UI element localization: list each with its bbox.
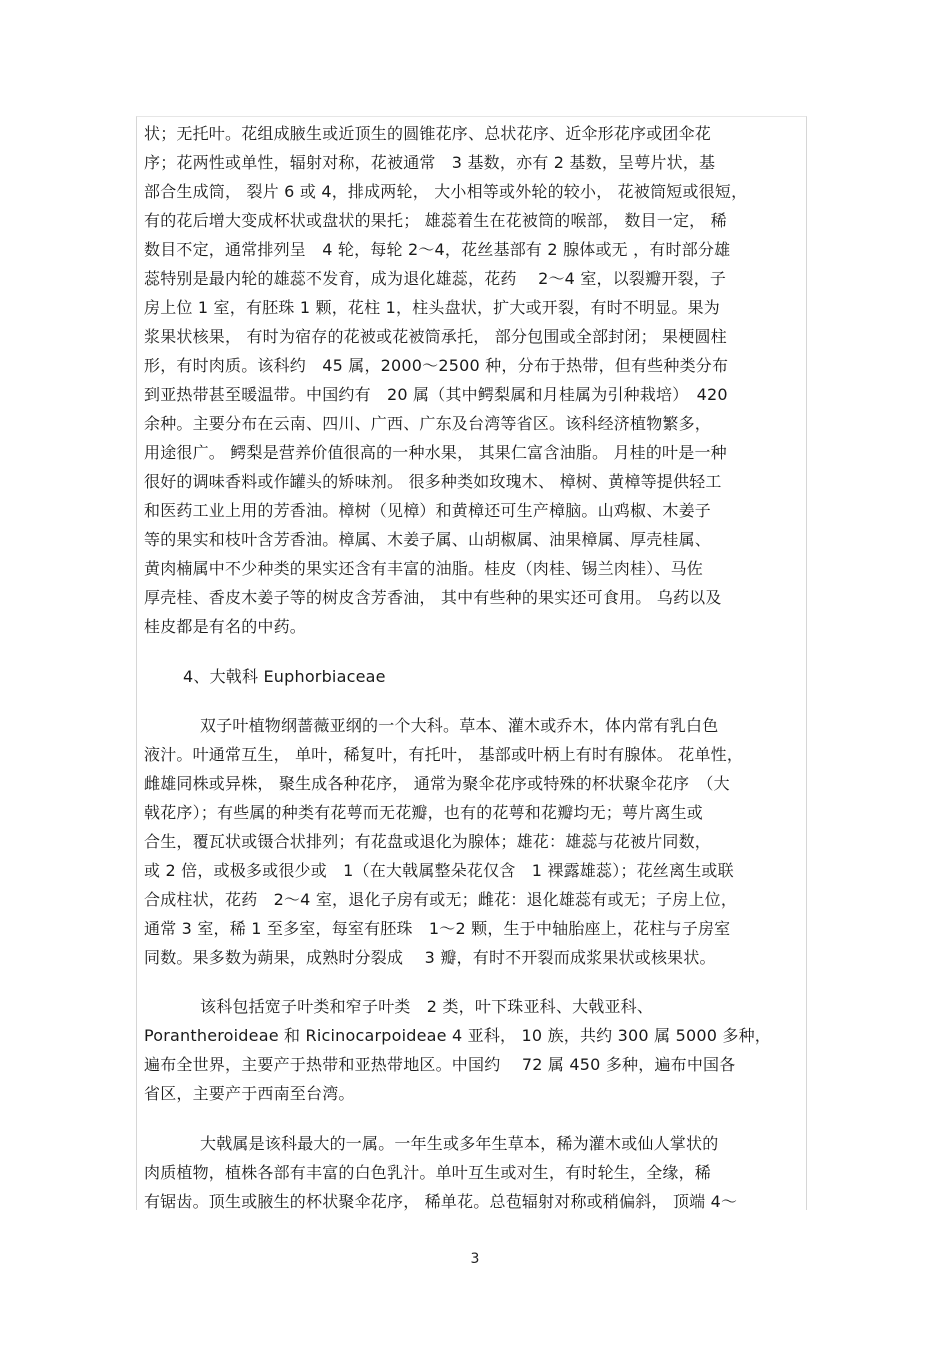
text-line: 同数。果多数为蒴果，成熟时分裂成 3 瓣，有时不开裂而成浆果状或核果状。 [144, 948, 716, 967]
text-line: 序；花两性或单性，辐射对称，花被通常 3 基数，亦有 2 基数，呈萼片状，基 [144, 153, 716, 172]
text-line: 等的果实和枝叶含芳香油。樟属、木姜子属、山胡椒属、油果樟属、厚壳桂属、 [144, 530, 712, 549]
page-number: 3 [470, 1251, 480, 1267]
text-line: 该科包括宽子叶类和窄子叶类 2 类，叶下珠亚科、大戟亚科、 [200, 997, 654, 1016]
text-line: 合成柱状，花药 2～4 室，退化子房有或无；雌花：退化雄蕊有或无；子房上位， [144, 890, 738, 909]
text-line: 厚壳桂、香皮木姜子等的树皮含芳香油， 其中有些种的果实还可食用。 乌药以及 [144, 588, 722, 607]
text-line: 大戟属是该科最大的一属。一年生或多年生草本，稀为灌木或仙人掌状的 [200, 1134, 719, 1153]
text-line: 部合生成筒， 裂片 6 或 4，排成两轮， 大小相等或外轮的较小， 花被筒短或很短， [144, 182, 748, 201]
text-line: 有锯齿。顶生或腋生的杯状聚伞花序， 稀单花。总苞辐射对称或稍偏斜， 顶端 4～ [144, 1192, 738, 1211]
text-line: 形，有时肉质。该科约 45 属，2000～2500 种，分布于热带，但有些种类分布 [144, 356, 729, 375]
text-line: 桂皮都是有名的中药。 [144, 617, 307, 636]
text-line: 遍布全世界，主要产于热带和亚热带地区。中国约 72 属 450 多种，遍布中国各 [144, 1055, 736, 1074]
text-line: 用途很广。 鳄梨是营养价值很高的一种水果， 其果仁富含油脂。 月桂的叶是一种 [144, 443, 727, 462]
text-line: 雌雄同株或异株， 聚生成各种花序， 通常为聚伞花序或特殊的杯状聚伞花序 （大 [144, 774, 730, 793]
text-line: 省区，主要产于西南至台湾。 [144, 1084, 355, 1103]
text-line: 和医药工业上用的芳香油。樟树（见樟）和黄樟还可生产樟脑。山鸡椒、木姜子 [144, 501, 712, 520]
text-line: 很好的调味香料或作罐头的矫味剂。 很多种类如玫瑰木、 樟树、黄樟等提供轻工 [144, 472, 722, 491]
text-line: 或 2 倍，或极多或很少或 1（在大戟属整朵花仅含 1 裸露雄蕊）；花丝离生或联 [144, 861, 734, 880]
text-line: 余种。主要分布在云南、四川、广西、广东及台湾等省区。该科经济植物繁多， [144, 414, 712, 433]
section-heading: 4、大戟科 Euphorbiaceae [183, 667, 386, 686]
text-line: Porantheroideae 和 Ricinocarpoideae 4 亚科， 10 族，共约 300 属 5000 多种， [144, 1026, 771, 1045]
text-line: 肉质植物，植株各部有丰富的白色乳汁。单叶互生或对生，有时轮生，全缘，稀 [144, 1163, 712, 1182]
text-line: 数目不定，通常排列呈 4 轮，每轮 2～4，花丝基部有 2 腺体或无 ，有时部分雄 [144, 240, 731, 259]
text-line: 有的花后增大变成杯状或盘状的果托； 雄蕊着生在花被筒的喉部， 数目一定， 稀 [144, 211, 727, 230]
text-line: 状；无托叶。花组成腋生或近顶生的圆锥花序、总状花序、近伞形花序或团伞花 [144, 124, 712, 143]
text-line: 戟花序）；有些属的种类有花萼而无花瓣，也有的花萼和花瓣均无；萼片离生或 [144, 803, 704, 822]
text-line: 黄肉楠属中不少种类的果实还含有丰富的油脂。桂皮（肉桂、锡兰肉桂）、马佐 [144, 559, 704, 578]
text-line: 双子叶植物纲蔷薇亚纲的一个大科。草本、灌木或乔木，体内常有乳白色 [200, 716, 719, 735]
text-line: 浆果状核果， 有时为宿存的花被或花被筒承托， 部分包围或全部封闭； 果梗圆柱 [144, 327, 727, 346]
text-line: 蕊特别是最内轮的雄蕊不发育，成为退化雄蕊，花药 2～4 室，以裂瓣开裂，子 [144, 269, 727, 288]
text-line: 房上位 1 室，有胚珠 1 颗，花柱 1，柱头盘状，扩大或开裂，有时不明显。果为 [144, 298, 720, 317]
text-line: 通常 3 室，稀 1 至多室，每室有胚珠 1～2 颗，生于中轴胎座上，花柱与子房室 [144, 919, 731, 938]
text-line: 到亚热带甚至暖温带。中国约有 20 属（其中鳄梨属和月桂属为引种栽培） 420 [144, 385, 728, 404]
text-line: 合生，覆瓦状或镊合状排列；有花盘或退化为腺体；雄花：雄蕊与花被片同数， [144, 832, 712, 851]
text-line: 液汁。叶通常互生， 单叶，稀复叶，有托叶， 基部或叶柄上有时有腺体。 花单性， [144, 745, 744, 764]
